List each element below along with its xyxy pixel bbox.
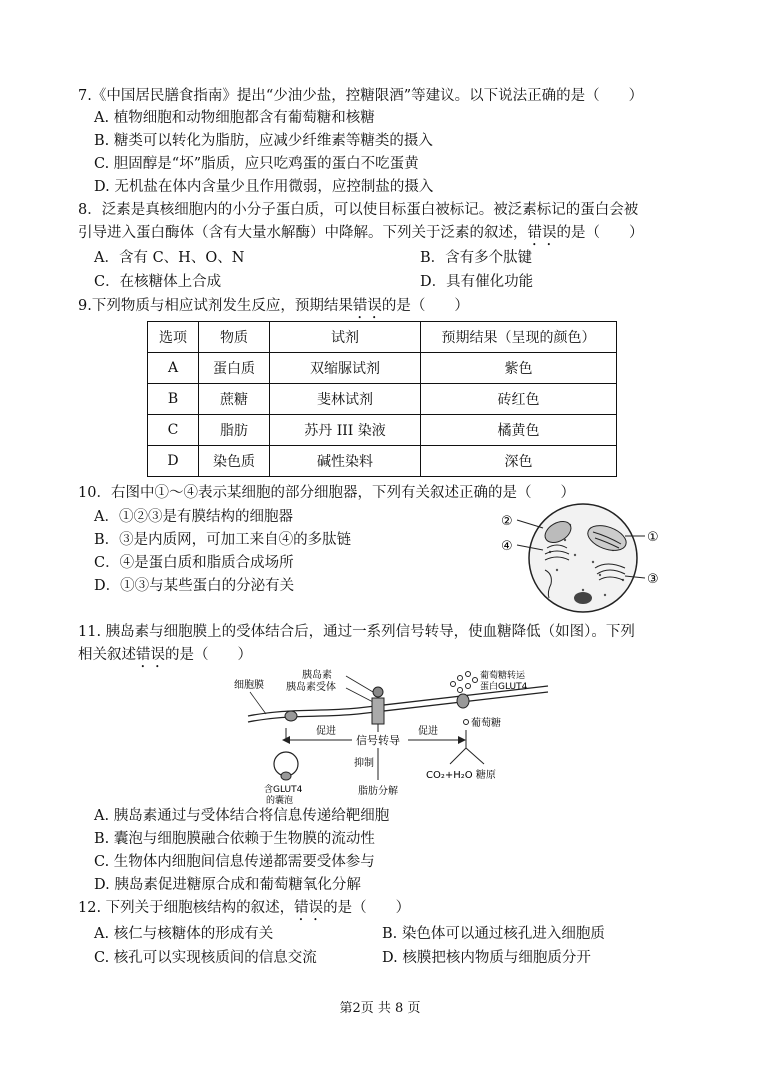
table-cell: 橘黄色: [421, 415, 617, 446]
glut4-membrane-left: [285, 711, 297, 721]
vesicle-label-1: 含GLUT4: [264, 785, 303, 795]
glucose-molecules: [451, 672, 478, 693]
table-header-row: [148, 322, 617, 353]
q11-stem-tail: 的是（ ）: [165, 647, 252, 663]
leader-line-2: [517, 520, 543, 528]
table-cell: 染色质: [199, 446, 270, 477]
q10-option-b: B．③是内质网，可加工来自④的多肽链: [94, 532, 352, 548]
q7-option-b: B. 糖类可以转化为脂肪，应减少纤维素等糖类的摄入: [94, 133, 433, 149]
table-cell: A: [148, 353, 199, 384]
membrane-label: 细胞膜: [234, 680, 264, 691]
q8-option-c: C．在核糖体上合成: [94, 274, 222, 290]
q11-stem-line1: 11. 胰岛素与细胞膜上的受体结合后，通过一系列信号转导，使血糖降低（如图）。下列: [78, 624, 635, 640]
q8-stem-line1: 8．泛素是真核细胞内的小分子蛋白质，可以使目标蛋白被标记。被泛素标记的蛋白会被: [78, 202, 639, 218]
q11-option-c: C. 生物体内细胞间信息传递都需要受体参与: [94, 854, 375, 870]
table-header-cell: 试剂: [270, 322, 421, 353]
inhibit-label: 抑制: [354, 758, 374, 769]
q12-option-d: D. 核膜把核内物质与细胞质分开: [382, 950, 591, 966]
fat-breakdown-label: 脂肪分解: [358, 786, 398, 797]
glucose-inside: [464, 720, 469, 725]
q12-option-c: C. 核孔可以实现核质间的信息交流: [94, 950, 317, 966]
q9-stem: [78, 296, 469, 322]
q7-stem: 7.《中国居民膳食指南》提出“少油少盐，控糖限酒”等建议。以下说法正确的是（ ）: [78, 88, 644, 104]
insulin-label: 胰岛素: [302, 670, 332, 681]
table-cell: B: [148, 384, 199, 415]
q7-option-d: D. 无机盐在体内含量少且作用微弱，应控制盐的摄入: [94, 179, 434, 195]
label-3: ③: [647, 572, 659, 587]
q9-stem-text: 9.下列物质与相应试剂发生反应，预期结果: [78, 298, 353, 314]
q8-stem-line2: [78, 223, 644, 249]
vesicle-label-2: 的囊泡: [266, 796, 294, 806]
transporter-label-2: 蛋白GLUT4: [480, 682, 528, 692]
q12-emphasis: 错误: [294, 900, 324, 916]
insulin-signaling-diagram: [228, 668, 558, 806]
q12-stem-text: 12. 下列关于细胞核结构的叙述，: [78, 900, 295, 916]
q8-option-a: A．含有 C、H、O、N: [94, 250, 245, 266]
table-row: [148, 384, 617, 415]
q7-option-c: C. 胆固醇是“坏”脂质，应只吃鸡蛋的蛋白不吃蛋黄: [94, 156, 419, 172]
promote-label-left: 促进: [316, 726, 336, 737]
q7-option-a: A. 植物细胞和动物细胞都含有葡萄糖和核糖: [94, 110, 375, 126]
table-cell: 砖红色: [421, 384, 617, 415]
q9-emphasis: 错误: [352, 298, 382, 314]
signal-transduction-label: 信号转导: [356, 734, 400, 747]
glucose-label: 葡萄糖: [471, 718, 501, 729]
q10-stem: 10．右图中①～④表示某细胞的部分细胞器，下列有关叙述正确的是（ ）: [78, 485, 575, 501]
page-footer: 第2页 共 8 页: [339, 1001, 421, 1016]
promote-label-right: 促进: [418, 726, 438, 737]
q12-stem-tail: 的是（ ）: [323, 900, 411, 916]
products-label: CO₂+H₂O 糖原: [426, 770, 496, 781]
q11-option-b: B. 囊泡与细胞膜融合依赖于生物膜的流动性: [94, 831, 375, 847]
q12-option-b: B. 染色体可以通过核孔进入细胞质: [382, 926, 605, 942]
table-cell: 蛋白质: [199, 353, 270, 384]
q11-emphasis: 错误: [136, 647, 165, 663]
table-cell: 紫色: [421, 353, 617, 384]
transporter-label-1: 葡萄糖转运: [480, 671, 526, 681]
q12-option-a: A. 核仁与核糖体的形成有关: [94, 926, 274, 942]
table-cell: C: [148, 415, 199, 446]
table-header-cell: 预期结果（呈现的颜色）: [421, 322, 617, 353]
q8-option-d: D．具有催化功能: [420, 274, 534, 290]
q10-option-c: C．④是蛋白质和脂质合成场所: [94, 555, 294, 571]
table-header-cell: 物质: [199, 322, 270, 353]
cell-organelle-figure: [495, 500, 670, 615]
receptor-label: 胰岛素受体: [286, 682, 336, 693]
q8-stem-text: 引导进入蛋白酶体（含有大量水解酶）中降解。下列关于泛素的叙述，: [78, 225, 528, 241]
label-1: ①: [647, 530, 659, 545]
q8-stem-tail: 的是（ ）: [556, 225, 644, 241]
glut4-transporter: [457, 694, 469, 708]
q11-option-a: A. 胰岛素通过与受体结合将信息传递给靶细胞: [94, 808, 390, 824]
table-cell: D: [148, 446, 199, 477]
table-cell: 深色: [421, 446, 617, 477]
q9-stem-tail: 的是（ ）: [381, 298, 469, 314]
q11-stem-line2: [78, 645, 252, 671]
table-row: [148, 415, 617, 446]
q11-stem-text: 相关叙述: [78, 647, 136, 663]
q8-option-b: B．含有多个肽键: [420, 250, 533, 266]
q10-option-d: D．①③与某些蛋白的分泌有关: [94, 578, 295, 594]
table-cell: 碱性染料: [270, 446, 421, 477]
insulin-receptor: [372, 698, 384, 724]
table-cell: 斐林试剂: [270, 384, 421, 415]
table-row: [148, 446, 617, 477]
table-cell: 双缩脲试剂: [270, 353, 421, 384]
organelle-dark: [574, 592, 592, 604]
label-2: ②: [501, 514, 513, 529]
table-cell: 蔗糖: [199, 384, 270, 415]
q8-emphasis: 错误: [527, 225, 557, 241]
q11-option-d: D. 胰岛素促进糖原合成和葡萄糖氧化分解: [94, 877, 361, 893]
table-cell: 脂肪: [199, 415, 270, 446]
insulin-molecule: [373, 687, 383, 697]
q10-option-a: A．①②③是有膜结构的细胞器: [94, 509, 293, 525]
q9-table: [147, 321, 617, 477]
table-cell: 苏丹 III 染液: [270, 415, 421, 446]
table-row: [148, 353, 617, 384]
table-header-cell: 选项: [148, 322, 199, 353]
label-4: ④: [501, 539, 513, 554]
q12-stem: [78, 898, 410, 924]
